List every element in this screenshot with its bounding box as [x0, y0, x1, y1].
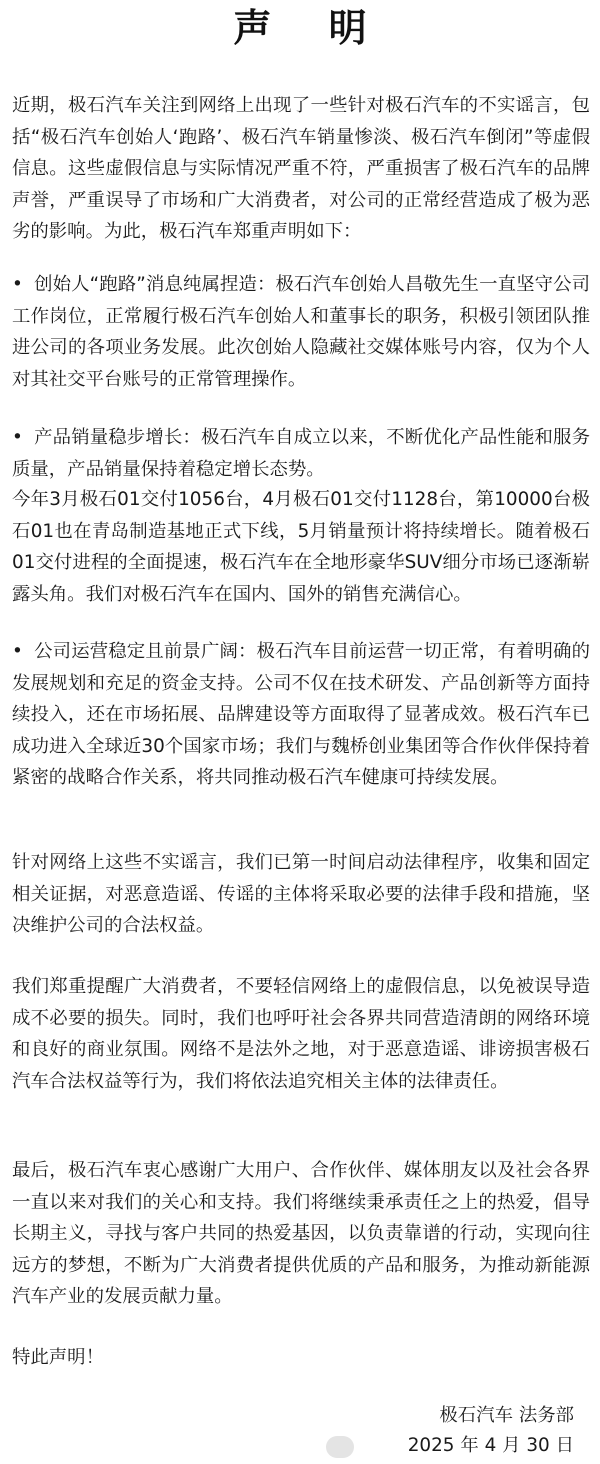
- watermark-blur: [326, 1436, 354, 1458]
- reminder-paragraph: 我们郑重提醒广大消费者，不要轻信网络上的虚假信息，以免被误导造成不必要的损失。同时，我们也呼吁社会各界共同营造清朗的网络环境和良好的商业氛围。网络不是法外之地，对于恶意造谣、诽谤损害极石汽车合法权益等行为，我们将依法追究相关主体的法律责任。: [12, 976, 590, 1092]
- thanks-paragraph: 最后，极石汽车衷心感谢广大用户、合作伙伴、媒体朋友以及社会各界一直以来对我们的关心和支持。我们将继续秉承责任之上的热爱，倡导长期主义，寻找与客户共同的热爱基因，以负责靠谱的行动，实现向往远方的梦想，不断为广大消费者提供优质的产品和服务，为推动新能源汽车产业的发展贡献力量。: [12, 1160, 590, 1308]
- page-title: 声 明: [233, 6, 389, 50]
- bullet-dot-icon: •: [12, 274, 23, 295]
- intro-paragraph: 近期，极石汽车关注到网络上出现了一些针对极石汽车的不实谣言，包括“极石汽车创始人‘跑路’、极石汽车销量惨淡、极石汽车倒闭”等虚假信息。这些虚假信息与实际情况严重不符，严重损害了极石汽车的品牌声誉，严重误导了市场和广大消费者，对公司的正常经营造成了极为恶劣的影响。为此，极石汽车郑重声明如下：: [12, 95, 590, 243]
- bullet-founder-text: 创始人“跑路”消息纯属捏造：极石汽车创始人昌敬先生一直坚守公司工作岗位，正常履行极石汽车创始人和董事长的职务，积极引领团队推进公司的各项业务发展。此次创始人隐藏社交媒体账号内容，仅为个人对其社交平台账号的正常管理操作。: [12, 274, 590, 390]
- sales-detail-paragraph: 今年3月极石01交付1056台，4月极石01交付1128台，第10000台极石01也在青岛制造基地正式下线，5月销量预计将持续增长。随着极石01交付进程的全面提速，极石汽车在全地形豪华SUV细分市场已逐渐崭露头角。我们对极石汽车在国内、国外的销售充满信心。: [12, 489, 590, 605]
- signature-date: 2025 年 4 月 30 日: [407, 1435, 574, 1456]
- bullet-operations: [12, 636, 590, 794]
- bullet-founder: [12, 269, 590, 395]
- bullet-sales: [12, 422, 590, 485]
- bullet-sales-text: 产品销量稳步增长：极石汽车自成立以来，不断优化产品性能和服务质量，产品销量保持着稳定增长态势。: [12, 427, 590, 480]
- signature-org: 极石汽车 法务部: [439, 1405, 574, 1426]
- legal-paragraph: 针对网络上这些不实谣言，我们已第一时间启动法律程序，收集和固定相关证据，对恶意造谣、传谣的主体将采取必要的法律手段和措施，坚决维护公司的合法权益。: [12, 852, 590, 937]
- bullet-operations-text: 公司运营稳定且前景广阔：极石汽车目前运营一切正常，有着明确的发展规划和充足的资金支持。公司不仅在技术研发、产品创新等方面持续投入，还在市场拓展、品牌建设等方面取得了显著成效。极石汽车已成功进入全球近30个国家市场；我们与魏桥创业集团等合作伙伴保持着紧密的战略合作关系，将共同推动极石汽车健康可持续发展。: [12, 641, 590, 789]
- closing-line: 特此声明！: [12, 1347, 104, 1368]
- bullet-dot-icon: •: [12, 427, 23, 448]
- bullet-dot-icon: •: [12, 641, 23, 662]
